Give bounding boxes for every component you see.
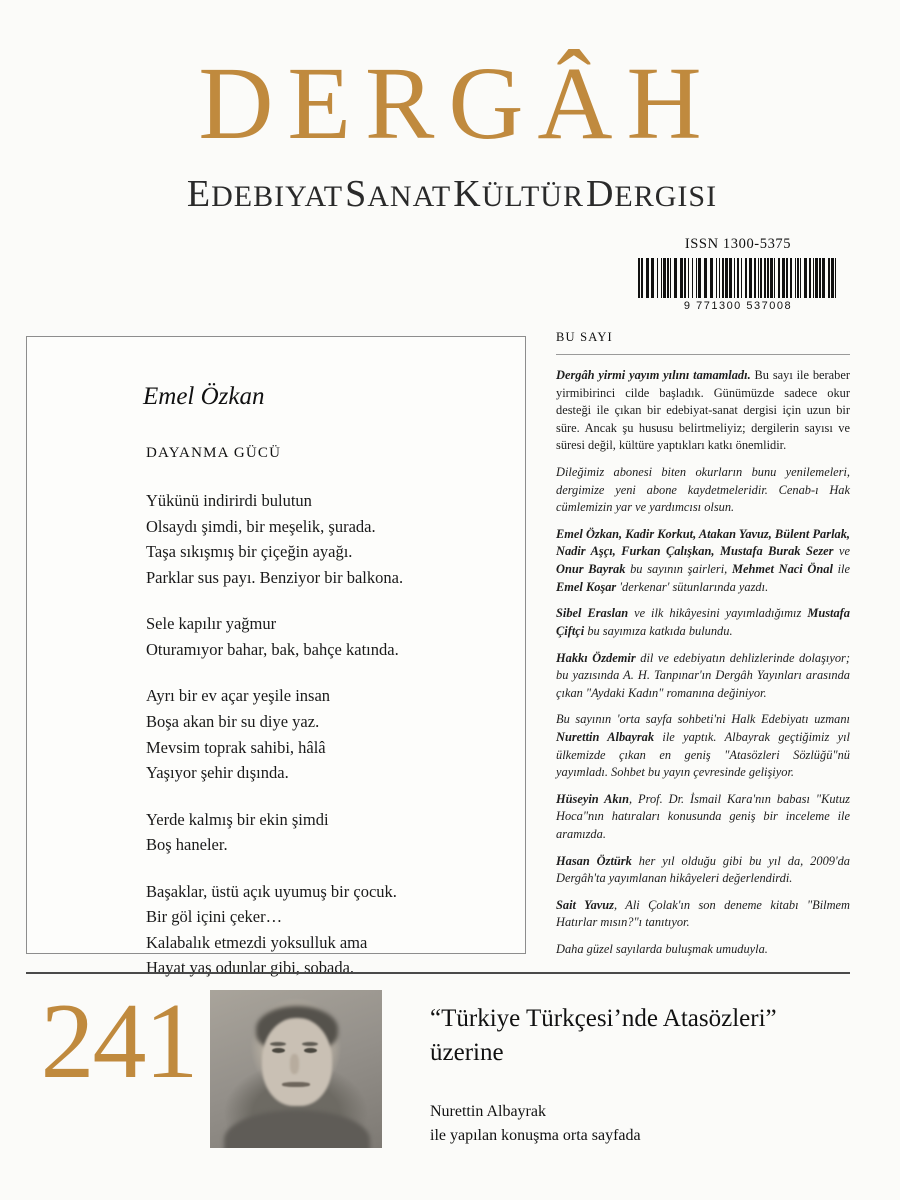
portrait-photo xyxy=(210,990,382,1148)
contents-note: Hakkı Özdemir dil ve edebiyatın dehlizlerinde dolaşıyor; bu yazısında A. H. Tanpınar'ın Dergâh Yayınları arasında çıkan "Aydaki Kadın" romanına değiniyor. xyxy=(556,650,850,700)
masthead xyxy=(0,46,900,216)
poem-line: Hayat yaş odunlar gibi, sobada. xyxy=(146,958,355,978)
poem-stanza xyxy=(143,611,491,662)
contents-note: Dileğimiz abonesi biten okurların bunu yenilemeleri, dergimize yeni abone kaydetmeleridir. Cenab-ı Hak cümlemizin yar ve yardımcısı olsun. xyxy=(556,465,850,515)
contents-note: Sait Yavuz, Ali Çolak'ın son deneme kitabı "Bilmem Hatırlar mısın?"ı tanıtıyor. xyxy=(556,897,850,930)
poem-stanza xyxy=(143,683,491,785)
subtitle-word-4: DERGISI xyxy=(585,173,718,215)
poem-line: Ayrı bir ev açar yeşile insan xyxy=(146,686,331,706)
poem-line: Sele kapılır yağmur xyxy=(146,614,277,634)
poem-line: Yerde kalmış bir ekin şimdi xyxy=(146,809,329,829)
poem-body xyxy=(143,488,491,981)
contents-note: Hüseyin Akın, Prof. Dr. İsmail Kara'nın babası "Kutuz Hoca"nın hatıraları konusunda geniş bir inceleme ile aramızda. xyxy=(556,791,850,842)
contents-note: Dergâh yirmi yayım yılını tamamladı. Bu sayı ile beraber yirmibirinci cilde başladık. Günümüzde sadece okur desteği ile çıkan bir edebiyat-sanat dergisi için uzun bir süre. Ancak şu hususu belirtmeliyiz; dergilerin sayısı ve süresi değil, kültüre yaptıkları katkı önemlidir. xyxy=(556,368,850,453)
contents-notes xyxy=(556,367,850,959)
feature-meta xyxy=(430,1100,850,1148)
issn-block xyxy=(628,236,848,312)
poem-stanza xyxy=(143,807,491,858)
barcode-icon xyxy=(638,258,838,298)
issn-text: ISSN 1300-5375 xyxy=(684,236,792,252)
poem-line: Parklar sus payı. Benziyor bir balkona. xyxy=(146,567,404,587)
contents-note: Bu sayının 'orta sayfa sohbeti'ni Halk Edebiyatı uzmanı Nurettin Albayrak ile yaptık. Albayrak geçtiğimiz yıl ülkemizde çıkan en geniş "Atasözleri Sözlüğü"nü yayımladı. Sohbet bu yayın çevresinde gelişiyor. xyxy=(556,712,850,780)
poem-panel xyxy=(26,336,526,978)
poem-line: Olsaydı şimdi, bir meşelik, şurada. xyxy=(146,516,376,536)
subtitle-word-2: SANAT xyxy=(345,173,452,215)
issue-number: 241 xyxy=(40,982,197,1101)
poem-author: Emel Özkan xyxy=(143,383,265,410)
contents-note: Daha güzel sayılarda buluşmak umuduyla. xyxy=(556,942,768,957)
poem-line: Mevsim toprak sahibi, hâlâ xyxy=(146,737,326,757)
poem-line: Başaklar, üstü açık uyumuş bir çocuk. xyxy=(146,881,397,901)
bottom-divider xyxy=(26,972,850,974)
poem-line: Boşa akan bir su diye yaz. xyxy=(146,711,320,731)
poem-line: Yaşıyor şehir dışında. xyxy=(146,763,289,783)
subtitle-word-3: KÜLTÜR xyxy=(453,173,584,215)
poem-stanza xyxy=(143,488,491,590)
contents-note: Sibel Eraslan ve ilk hikâyesini yayımladığımız Mustafa Çiftçi bu sayımıza katkıda bulundu. xyxy=(556,606,851,638)
issue-contents-column xyxy=(556,330,850,968)
magazine-subtitle xyxy=(0,172,900,216)
barcode-digits: 9 771300 537008 xyxy=(683,300,793,312)
contents-heading: BU SAYI xyxy=(556,330,613,344)
poem-line: Boş haneler. xyxy=(146,835,228,855)
contents-note: Hasan Öztürk her yıl olduğu gibi bu yıl da, 2009'da Dergâh'ta yayımlanan hikâyeleri değerlendirdi. xyxy=(556,853,850,886)
magazine-title: DERGÂH xyxy=(198,46,716,161)
poem-line: Bir göl içini çeker… xyxy=(146,907,283,927)
subtitle-word-1: EDEBIYAT xyxy=(186,173,344,215)
poem-title: DAYANMA GÜCÜ xyxy=(146,445,282,461)
poem-line: Oturamıyor bahar, bak, bahçe katında. xyxy=(146,639,399,659)
contents-divider xyxy=(556,354,850,355)
feature-person: Nurettin Albayrak xyxy=(430,1102,546,1120)
poem-line: Kalabalık etmezdi yoksulluk ama xyxy=(146,932,368,952)
poem-line: Taşa sıkışmış bir çiçeğin ayağı. xyxy=(146,542,353,562)
feature-title: “Türkiye Türkçesi’nde Atasözleri” üzerine xyxy=(430,1005,777,1066)
feature-subtitle: ile yapılan konuşma orta sayfada xyxy=(430,1126,641,1144)
poem-line: Yükünü indirirdi bulutun xyxy=(146,491,312,510)
poem-stanza xyxy=(143,879,491,981)
contents-note: Emel Özkan, Kadir Korkut, Atakan Yavuz, Bülent Parlak, Nadir Aşçı, Furkan Çalışkan, Mustafa Burak Sezer ve Onur Bayrak bu sayının şairleri, Mehmet Naci Önal ile Emel Koşar 'derkenar' sütunlarında yazdı. xyxy=(556,526,850,594)
feature-block xyxy=(430,1002,850,1148)
